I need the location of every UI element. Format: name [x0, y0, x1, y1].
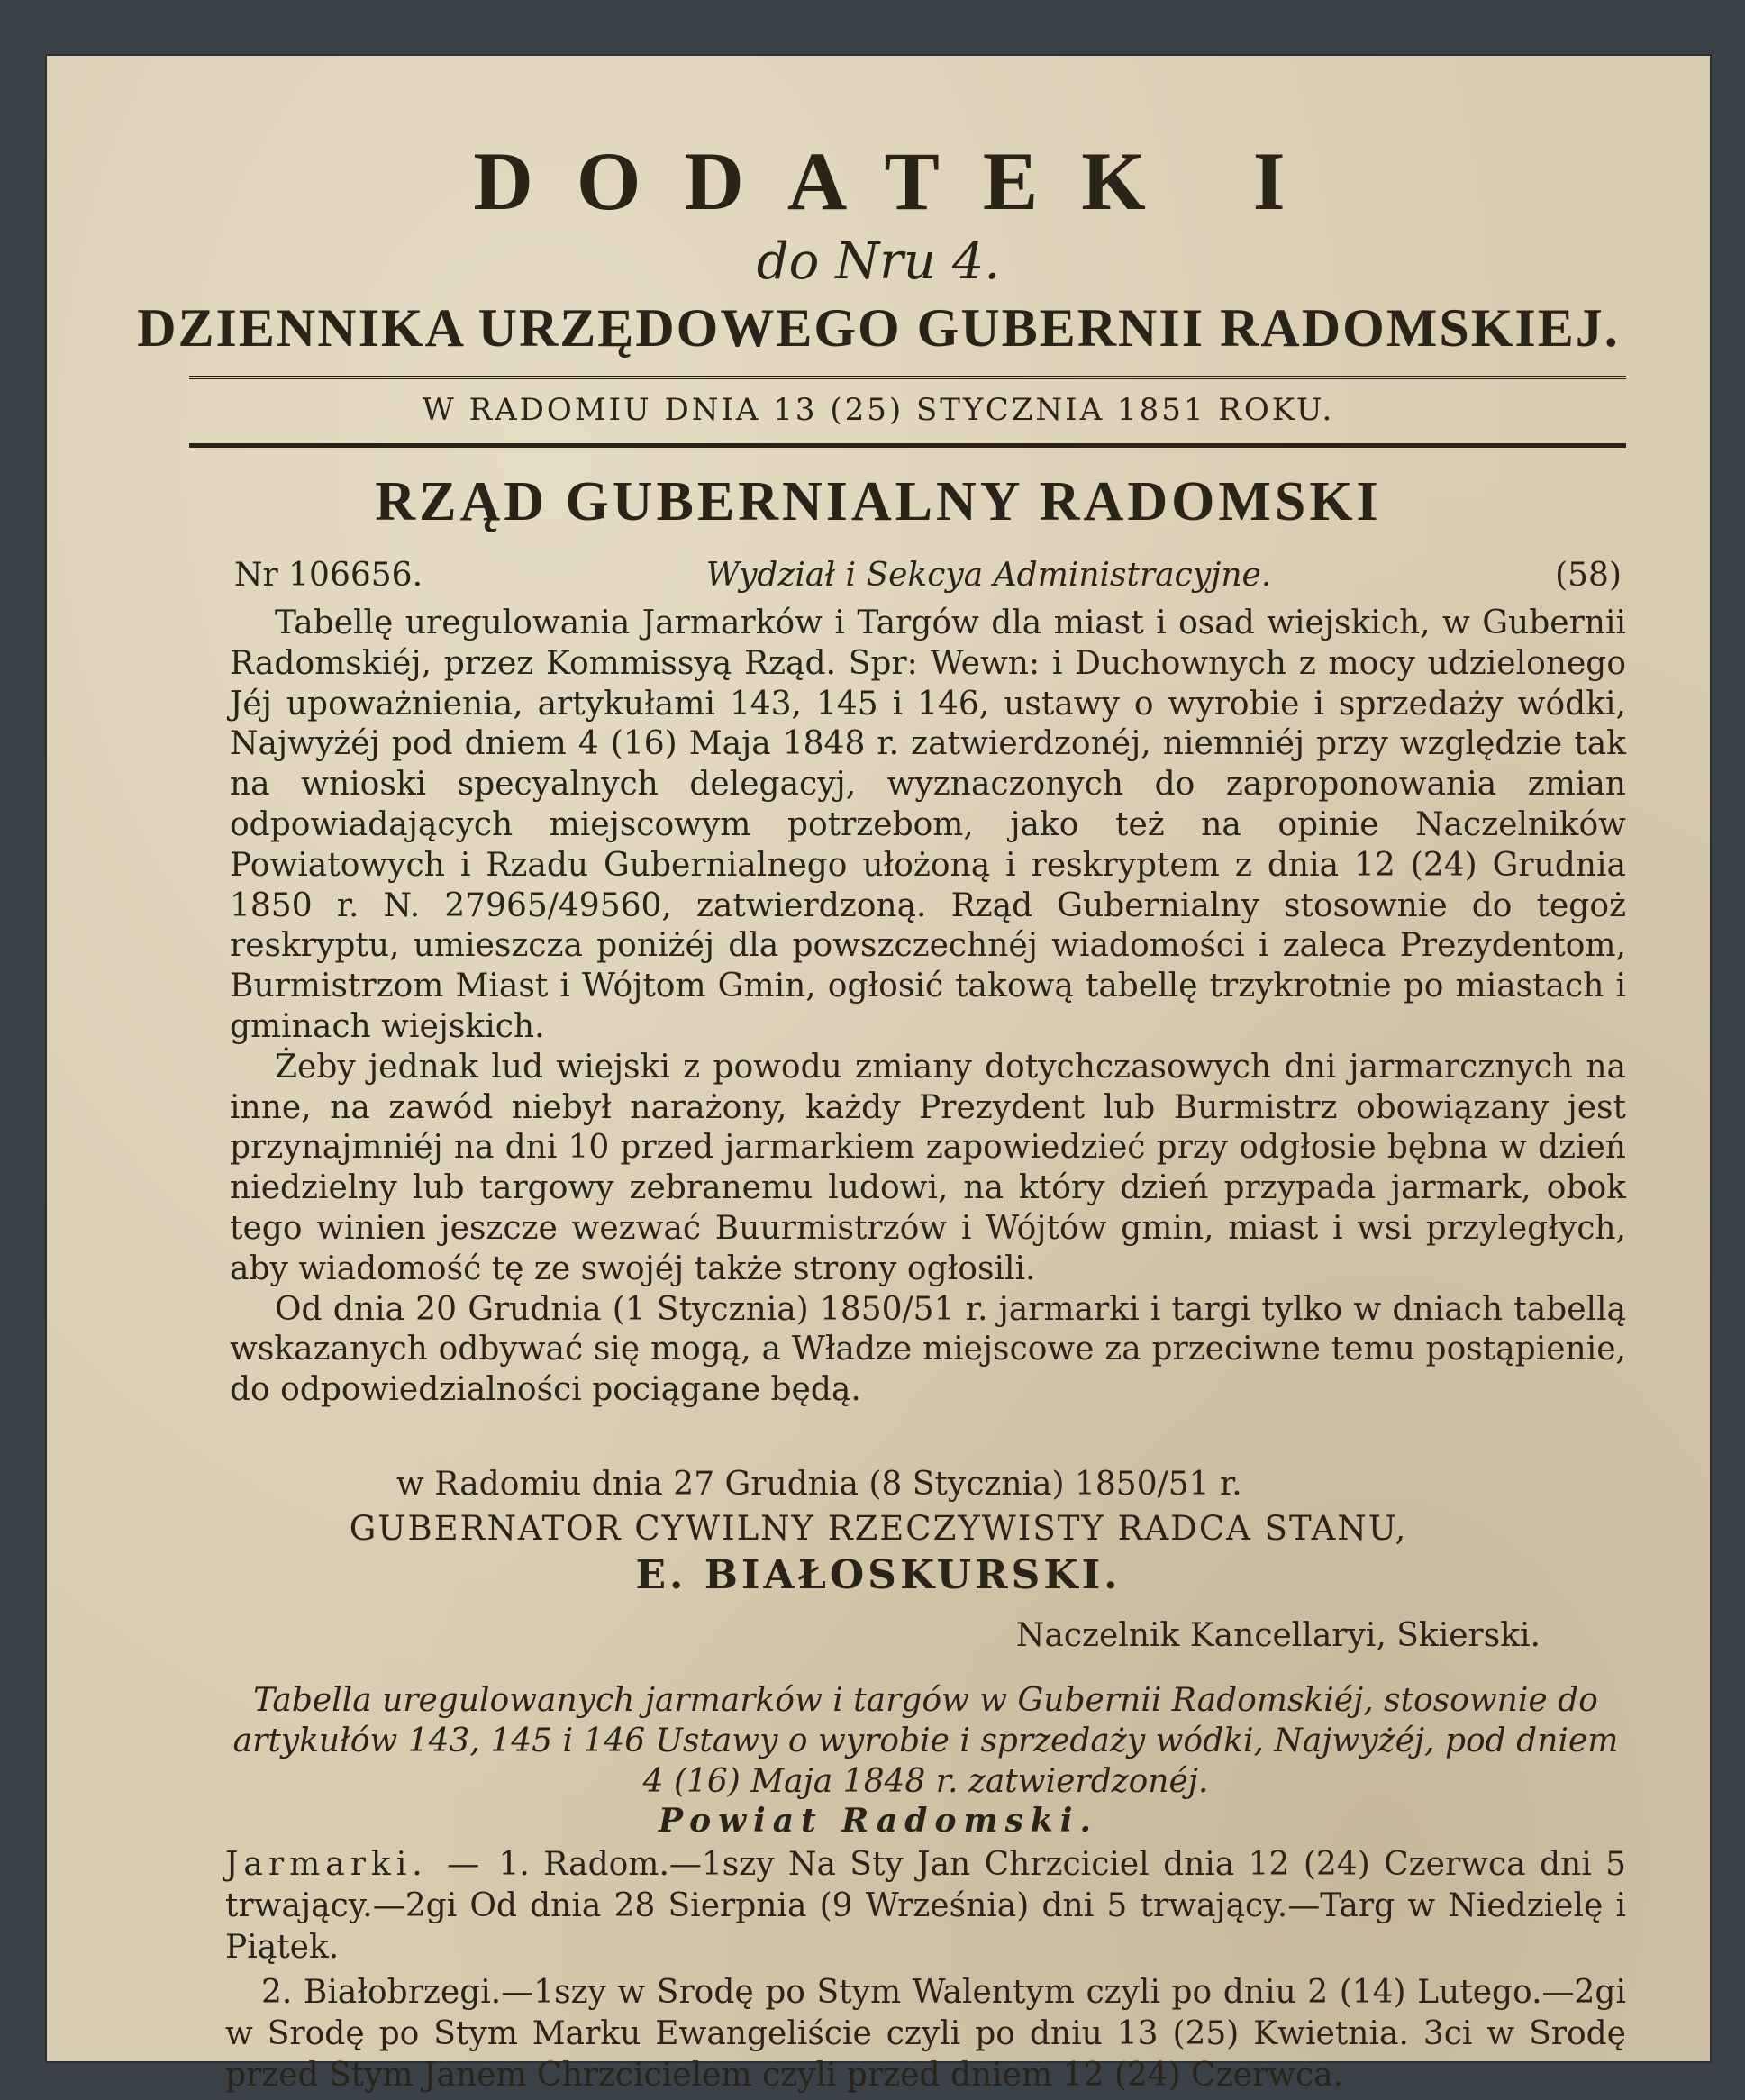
list-item	[225, 1844, 1626, 1968]
table-title: Tabella uregulowanych jarmarków i targów w Gubernii Radomskiéj, stosownie do artykułów 143, 145 i 146 Ustawy o wyrobie i sprzedaży wódki, Najwyżéj, pod dniem 4 (16) Maja 1848 r. zatwierdzonéj.	[232, 1682, 1619, 1800]
entry-text: 2. Białobrzegi.—1szy w Srodę po Stym Walentym czyli po dniu 2 (14) Lutego.—2gi w Srodę po Stym Marku Ewangeliście czyli po dniu 13 (25) Kwietnia. 3ci w Srodę przed Stym Janem Chrzcicielem czyli przed dniem 12 (24) Czerwca.	[225, 1974, 1626, 2094]
governor-signature: E. BIAŁOSKURSKI.	[635, 1552, 1122, 1598]
list-item	[225, 1972, 1626, 2096]
district-heading: Powiat Radomski.	[658, 1802, 1099, 1840]
market-entries	[225, 1844, 1626, 2100]
paragraph-3: Od dnia 20 Grudnia (1 Stycznia) 1850/51 r. jarmarki i targi tylko w dniach tabellą wskazanych odbywać się mogą, a Władze miejscowe za przeciwne temu postąpienie, do odpowiedzialności pociągane będą.	[230, 1290, 1626, 1409]
paragraph-2: Żeby jednak lud wiejski z powodu zmiany dotychczasowych dni jarmarcznych na inne, na zawód niebył narażony, każdy Prezydent lub Burmistrz obowiązany jest przynajmniéj na dni 10 przed jarmarkiem zapowiedzieć przy odgłosie bębna w dzień niedzielny lub targowy zebranemu ludowi, na który dzień przypada jarmark, obok tego winien jeszcze wezwać Buurmistrzów i Wójtów gmin, miast i wsi przyległych, aby wiadomość tę ze swojéj także strony ogłosili.	[230, 1048, 1626, 1287]
masthead	[45, 135, 1712, 358]
chancellor-signature: Naczelnik Kancellaryi, Skierski.	[1015, 1617, 1541, 1654]
dateline: W RADOMIU DNIA 13 (25) STYCZNIA 1851 ROKU.	[422, 392, 1335, 428]
reference-line	[234, 557, 1622, 594]
department: Wydział i Sekcya Administracyjne.	[705, 557, 1272, 594]
entry-kind: Jarmarki. —	[225, 1846, 486, 1883]
journal-title: DZIENNIKA URZĘDOWEGO GUBERNII RADOMSKIEJ.	[137, 298, 1620, 358]
document-page	[45, 54, 1712, 2094]
governor-title: GUBERNATOR CYWILNY RZECZYWISTY RADCA STANU,	[349, 1509, 1408, 1548]
place-and-date: w Radomiu dnia 27 Grudnia (8 Stycznia) 1850/51 r.	[396, 1466, 1242, 1503]
entry-text: 1. Radom.—1szy Na Sty Jan Chrzciciel dnia 12 (24) Czerwca dni 5 trwający.—2gi Od dnia 28 Sierpnia (9 Września) dni 5 trwający.—Targ w Niedzielę i Piątek.	[225, 1846, 1626, 1966]
issue-number: do Nru 4.	[756, 232, 1001, 291]
decree-body	[230, 604, 1626, 1411]
supplement-title: DODATEK I	[473, 135, 1329, 227]
masthead-rule-bottom	[189, 443, 1626, 448]
reference-number: Nr 106656.	[234, 557, 423, 594]
item-number: (58)	[1555, 557, 1622, 594]
issuing-office: RZĄD GUBERNIALNY RADOMSKI	[375, 471, 1382, 532]
paragraph-1: Tabellę uregulowania Jarmarków i Targów dla miast i osad wiejskich, w Gubernii Radomskiéj, przez Kommissyą Rząd. Spr: Wewn: i Duchownych z mocy udzielonego Jéj upoważnienia, artykułami 143, 145 i 146, ustawy o wyrobie i sprzedaży wódki, Najwyżéj pod dniem 4 (16) Maja 1848 r. zatwierdzonéj, niemniéj przy względzie tak na wnioski specyalnych delegacyj, wyznaczonych do zaproponowania zmian odpowiadających miejscowym potrzebom, jako też na opinie Naczelników Powiatowych i Rzadu Gubernialnego ułożoną i reskryptem z dnia 12 (24) Grudnia 1850 r. N. 27965/49560, zatwierdzoną. Rząd Gubernialny stosownie do tegoż reskryptu, umieszcza poniżéj dla powszczechnéj wiadomości i zaleca Prezydentom, Burmistrzom Miast i Wójtom Gmin, ogłosić takową tabellę trzykrotnie po miastach i gminach wiejskich.	[230, 605, 1626, 1045]
masthead-rule-top	[189, 376, 1626, 379]
